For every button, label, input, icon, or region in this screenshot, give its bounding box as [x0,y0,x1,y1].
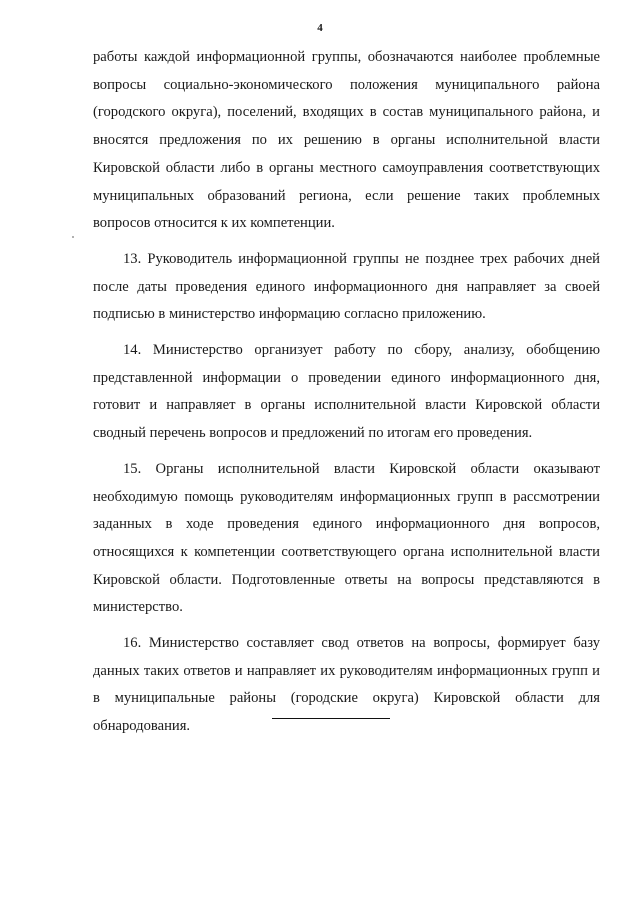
paragraph-16: 16. Министерство составляет свод ответов на вопросы, формирует базу данных таких ответов и направляет их руководителям информационных групп и в муниципальные районы (городские округа) Кировской области для обнародования. [93,635,600,735]
page-number: 4 [317,22,323,34]
document-body [93,44,600,741]
paragraph-15: 15. Органы исполнительной власти Кировской области оказывают необходимую помощь руководителям информационных групп в рассмотрении заданных в ходе проведения единого информационного дня вопросов, относящихся к компетенции соответствующего органа исполнительной власти Кировской области. Подготовленные ответы на вопросы представляются в министерство. [93,460,600,616]
end-of-text-rule [272,718,390,719]
paragraph-13: 13. Руководитель информационной группы не позднее трех рабочих дней после даты проведения единого информационного дня направляет за своей подписью в министерство информацию согласно приложению. [93,250,600,323]
paragraph-14: 14. Министерство организует работу по сбору, анализу, обобщению представленной информации о проведении единого информационного дня, готовит и направляет в органы исполнительной власти Кировской области сводный перечень вопросов и предложений по итогам его проведения. [93,342,600,442]
scan-speck [72,236,74,238]
paragraph-continued: работы каждой информационной группы, обозначаются наиболее проблемные вопросы социально-экономического положения муниципального района (городского округа), поселений, входящих в состав муниципального района, и вносятся предложения по их решению в органы исполнительной власти Кировской области либо в органы местного самоуправления соответствующих муниципальных образований региона, если решение таких проблемных вопросов относится к их компетенции. [93,49,600,232]
